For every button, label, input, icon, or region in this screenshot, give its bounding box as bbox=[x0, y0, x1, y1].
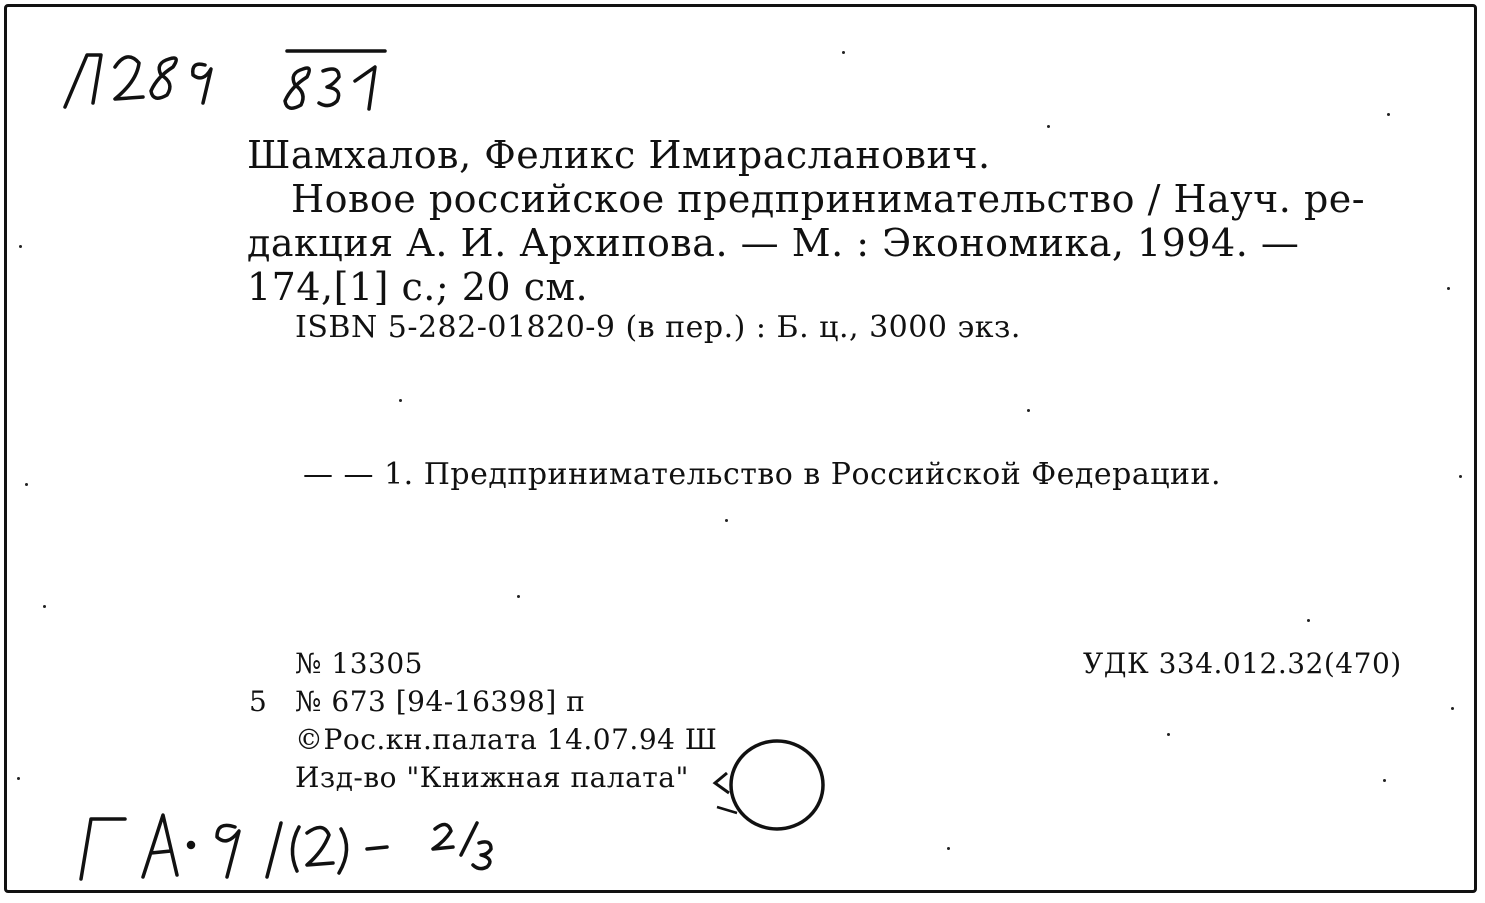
isbn-line: ISBN 5-282-01820-9 (в пер.) : Б. ц., 3000 экз. bbox=[295, 310, 1021, 345]
dust-speck bbox=[19, 245, 22, 248]
catalog-card bbox=[4, 4, 1477, 893]
dust-speck bbox=[1459, 475, 1462, 478]
dust-speck bbox=[1387, 113, 1390, 116]
title-line-1: Новое российское предпринимательство / Науч. ре- bbox=[291, 177, 1366, 221]
handwritten-call-number bbox=[57, 37, 417, 127]
dust-speck bbox=[1447, 287, 1450, 290]
record-number: № 13305 bbox=[295, 647, 423, 680]
copyright-line: ©Рос.кн.палата 14.07.94 Ш bbox=[295, 723, 718, 756]
dust-speck bbox=[517, 595, 520, 598]
dust-speck bbox=[842, 51, 845, 54]
dust-speck bbox=[1451, 707, 1454, 710]
handwritten-shelf-mark bbox=[67, 793, 567, 893]
dust-speck bbox=[1307, 619, 1310, 622]
dust-speck bbox=[1383, 779, 1386, 782]
title-line-2: дакция А. И. Архипова. — М. : Экономика, 1994. — bbox=[247, 221, 1300, 265]
dust-speck bbox=[25, 483, 28, 486]
dust-speck bbox=[1047, 125, 1050, 128]
stamp-circle bbox=[697, 727, 837, 847]
author-heading: Шамхалов, Феликс Имирасланович. bbox=[247, 133, 991, 177]
dust-speck bbox=[43, 605, 46, 608]
dust-speck bbox=[1167, 733, 1170, 736]
subject-heading-line: — — 1. Предпринимательство в Российской Федерации. bbox=[303, 457, 1222, 492]
record-number-2: № 673 [94-16398] п bbox=[295, 685, 586, 718]
dust-speck bbox=[1027, 409, 1030, 412]
publisher-line: Изд-во "Книжная палата" bbox=[295, 761, 689, 794]
udk-code: УДК 334.012.32(470) bbox=[1083, 647, 1402, 680]
dust-speck bbox=[399, 399, 402, 402]
dust-speck bbox=[725, 519, 728, 522]
title-line-3: 174,[1] с.; 20 см. bbox=[247, 265, 589, 309]
dust-speck bbox=[947, 847, 950, 850]
dust-speck bbox=[17, 777, 20, 780]
edition-digit: 5 bbox=[249, 685, 268, 718]
